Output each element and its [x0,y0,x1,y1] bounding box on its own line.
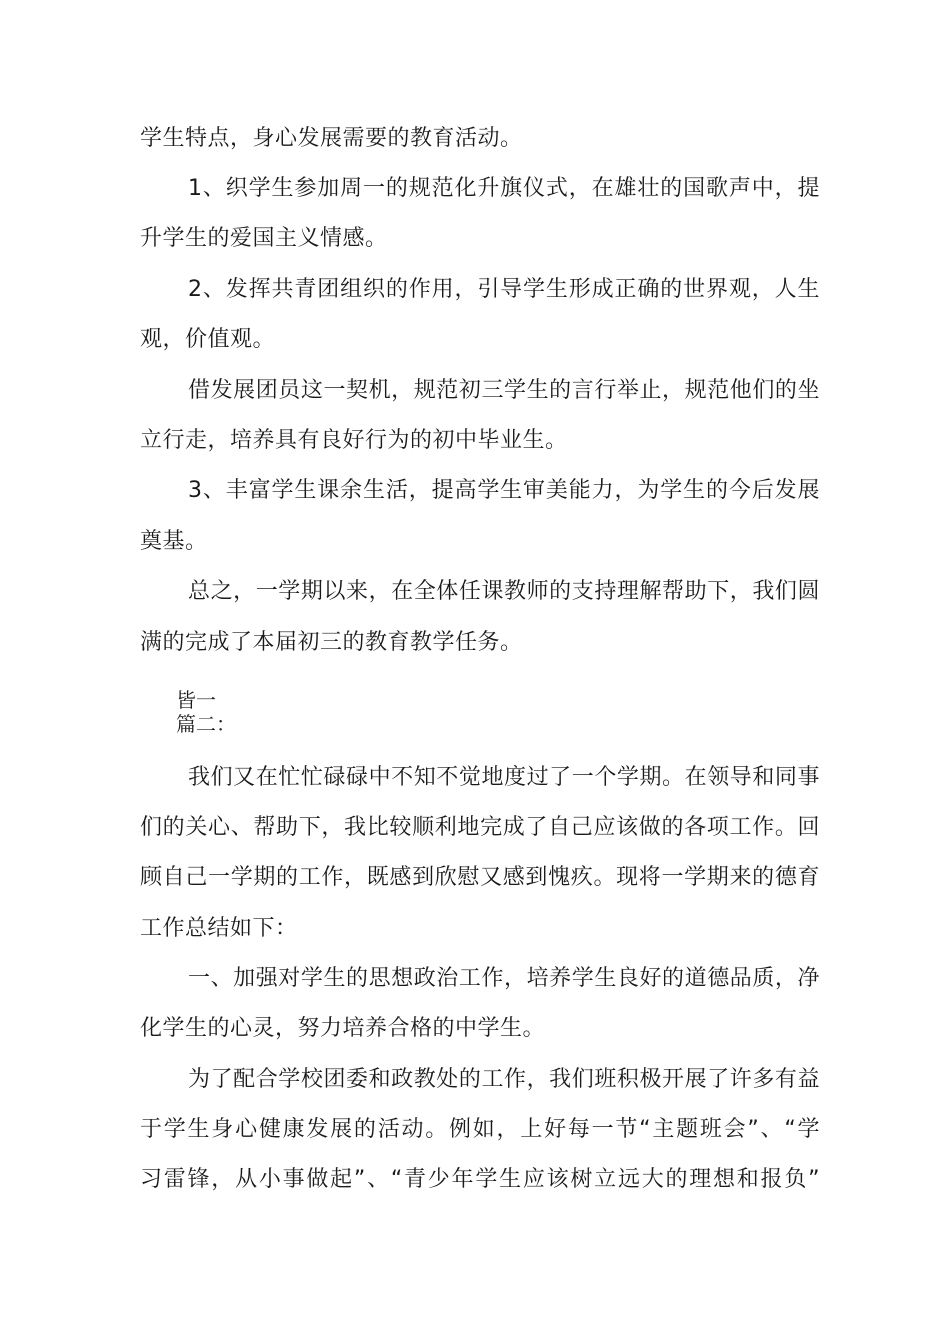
section-heading: 篇二： [176,712,236,736]
paragraph-line: 升学生的爱国主义情感。 [140,226,388,251]
paragraph-line: 化学生的心灵，努力培养合格的中学生。 [140,1016,546,1041]
paragraph-line: 们的关心、帮助下，我比较顺利地完成了自己应该做的各项工作。回 [140,815,820,840]
paragraph-line: 立行走，培养具有良好行为的初中毕业生。 [140,428,568,453]
paragraph-line: 1、织学生参加周一的规范化升旗仪式，在雄壮的国歌声中，提 [188,176,820,201]
paragraph-line: 奠基。 [140,529,208,554]
paragraph-line: 观，价值观。 [140,327,276,352]
paragraph-line: 一、加强对学生的思想政治工作，培养学生良好的道德品质，净 [188,966,820,991]
paragraph-line: 习雷锋，从小事做起”、“青少年学生应该树立远大的理想和报负” [140,1167,820,1192]
paragraph-line: 借发展团员这一契机，规范初三学生的言行举止，规范他们的坐 [188,378,820,403]
paragraph-line: 顾自己一学期的工作，既感到欣慰又感到愧疚。现将一学期来的德育 [140,865,820,890]
paragraph-line: 总之，一学期以来，在全体任课教师的支持理解帮助下，我们圆 [188,579,820,604]
paragraph-line: 3、丰富学生课余生活，提高学生审美能力，为学生的今后发展 [188,478,820,503]
paragraph-line: 于学生身心健康发展的活动。例如，上好每一节“主题班会”、“学 [140,1117,820,1142]
paragraph-line: 为了配合学校团委和政教处的工作，我们班积极开展了许多有益 [188,1067,820,1092]
section-mark: 皆一 [176,688,216,712]
paragraph-line: 我们又在忙忙碌碌中不知不觉地度过了一个学期。在领导和同事 [188,765,820,790]
paragraph-line: 学生特点，身心发展需要的教育活动。 [140,126,523,151]
paragraph-line: 满的完成了本届初三的教育教学任务。 [140,630,523,655]
paragraph-line: 工作总结如下： [140,916,298,941]
paragraph-line: 2、发挥共青团组织的作用，引导学生形成正确的世界观，人生 [188,277,820,302]
